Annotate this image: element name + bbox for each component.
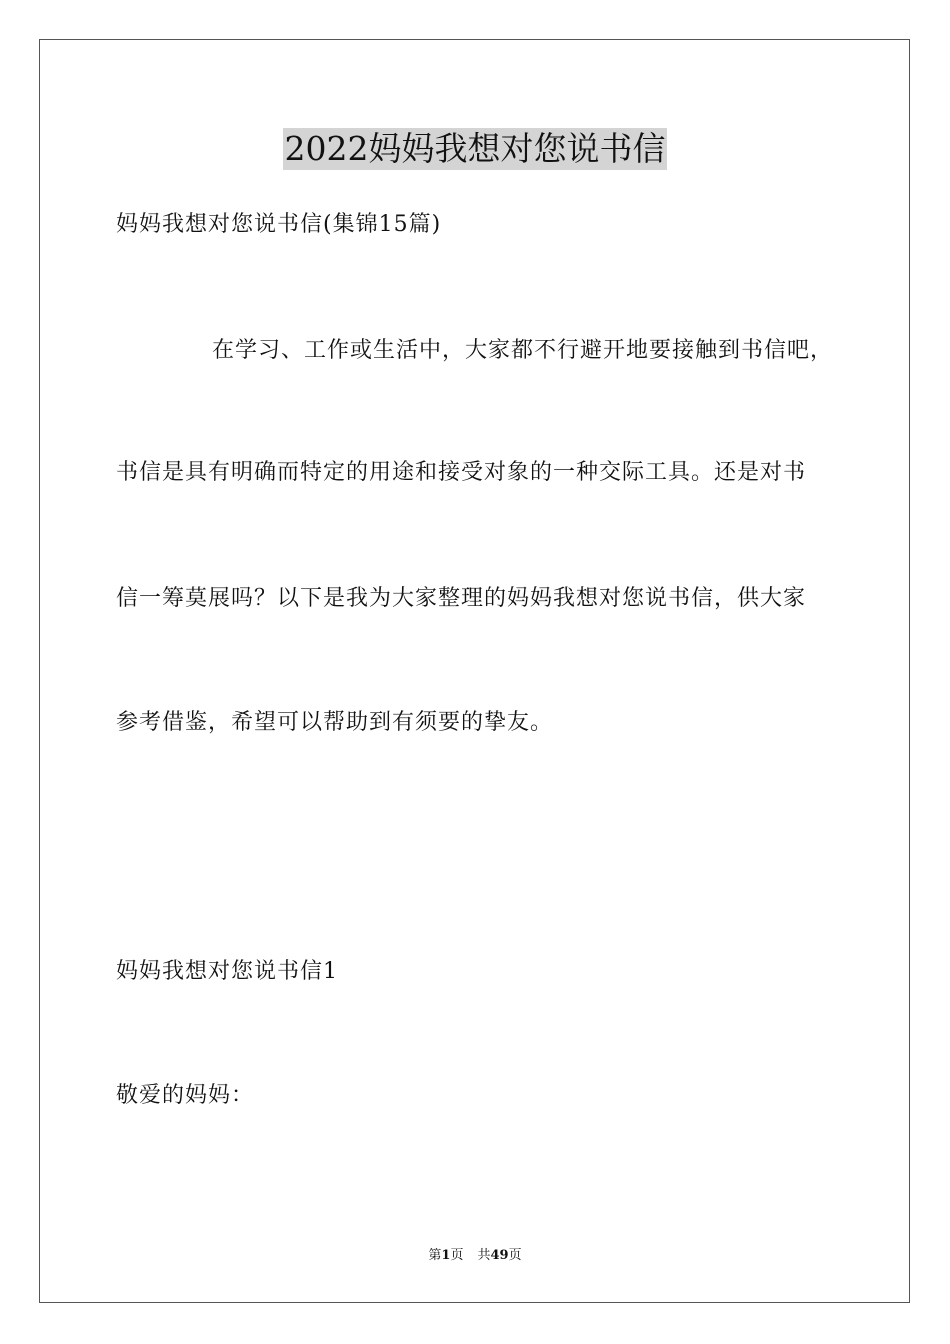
page-footer [0, 1247, 950, 1265]
document-title: 2022妈妈我想对您说书信 [284, 129, 666, 168]
salutation: 敬爱的妈妈： [116, 1083, 255, 1108]
page-prefix: 第 [428, 1248, 442, 1263]
document-subtitle: 妈妈我想对您说书信(集锦15篇) [116, 212, 442, 237]
intro-line-1: 在学习、工作或生活中，大家都不行避开地要接触到书信吧， [212, 338, 834, 363]
title-container [0, 128, 950, 170]
total-suffix: 页 [508, 1248, 522, 1263]
intro-line-2: 书信是具有明确而特定的用途和接受对象的一种交际工具。还是对书 [116, 460, 807, 485]
total-pages: 49 [490, 1248, 509, 1263]
page-number: 1 [441, 1248, 451, 1263]
total-prefix: 共 [477, 1248, 491, 1263]
section-heading: 妈妈我想对您说书信1 [116, 959, 338, 984]
intro-line-3: 信一筹莫展吗？以下是我为大家整理的妈妈我想对您说书信，供大家 [116, 586, 807, 611]
page-suffix: 页 [450, 1248, 464, 1263]
intro-line-4: 参考借鉴，希望可以帮助到有须要的挚友。 [116, 710, 554, 735]
